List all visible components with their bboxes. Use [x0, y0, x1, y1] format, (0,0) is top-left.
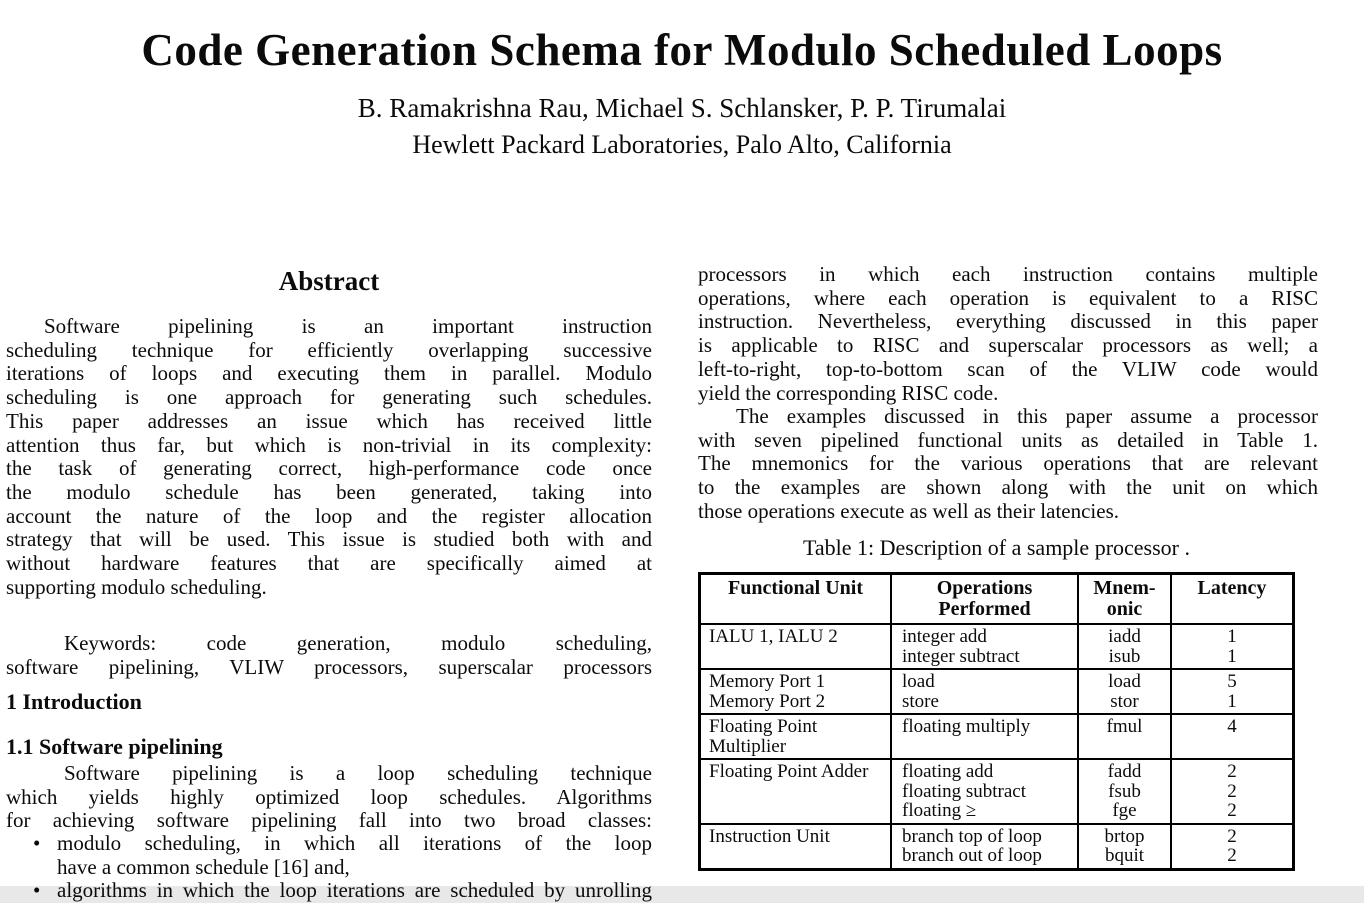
text-line: modulo scheduling, in which all iterations of the loop	[57, 831, 652, 855]
table-cell-unit: Memory Port 1 Memory Port 2	[701, 670, 892, 713]
processor-table	[698, 572, 1295, 871]
table-row	[701, 823, 1292, 868]
table-header-cell: Latency	[1197, 577, 1267, 599]
text-line: account the nature of the loop and the register allocation	[6, 503, 652, 528]
text-line: the modulo schedule has been generated, taking into	[6, 479, 652, 504]
table-cell-mnemonic: load stor	[1079, 670, 1172, 713]
table-cell-latency: 5 1	[1227, 671, 1237, 712]
table-cell-mnemonic: fmul	[1079, 715, 1172, 758]
text-line: The mnemonics for the various operations that are relevant	[698, 451, 1318, 476]
text-line: scheduling is one approach for generating such schedules.	[6, 385, 652, 410]
right-paragraph-2	[698, 405, 1318, 524]
right-paragraph-1	[698, 263, 1318, 405]
text-line: is applicable to RISC and superscalar processors as well; a	[698, 333, 1318, 358]
text-line: the task of generating correct, high-performance code once	[6, 456, 652, 481]
table-cell-latency: 2 2	[1227, 825, 1237, 866]
table-cell-unit: Floating Point Adder	[701, 760, 892, 823]
paper-authors: B. Ramakrishna Rau, Michael S. Schlansker, P. P. Tirumalai	[357, 93, 1007, 123]
text-line: with seven pipelined functional units as detailed in Table 1.	[698, 427, 1318, 452]
table-cell-operations: floating add floating subtract floating ≥	[892, 760, 1079, 823]
section-heading-introduction: 1 Introduction	[6, 689, 142, 714]
table-header-cell: Functional Unit	[701, 575, 892, 623]
text-line: left-to-right, top-to-bottom scan of the VLIW code would	[698, 356, 1318, 381]
table-row	[701, 623, 1292, 668]
table-header-cell: Mnem- onic	[1079, 575, 1172, 623]
table-cell-unit: IALU 1, IALU 2	[701, 625, 892, 668]
subsection-heading-software-pipelining: 1.1 Software pipelining	[6, 734, 223, 759]
table-cell-operations: load store	[892, 670, 1079, 713]
table-caption: Table 1: Description of a sample processor .	[802, 535, 1190, 560]
text-line: The examples discussed in this paper assume a processor	[736, 404, 1318, 428]
table-cell-mnemonic: brtop bquit	[1079, 825, 1172, 868]
table-header-cell: Operations Performed	[892, 575, 1079, 623]
paper-affiliation: Hewlett Packard Laboratories, Palo Alto, California	[412, 130, 952, 159]
intro-paragraph	[6, 762, 652, 833]
paper-title: Code Generation Schema for Modulo Scheduled Loops	[141, 25, 1223, 75]
text-line: to the examples are shown along with the unit on which	[698, 475, 1318, 500]
bullet-text	[57, 832, 652, 879]
keywords-paragraph	[6, 632, 652, 679]
text-line: attention thus far, but which is non-trivial in its complexity:	[6, 432, 652, 457]
text-line: iterations of loops and executing them in parallel. Modulo	[6, 361, 652, 386]
bullet-list	[6, 832, 652, 903]
table-header-row	[701, 575, 1292, 623]
bullet-icon: •	[33, 878, 41, 903]
text-line: Keywords: code generation, modulo scheduling,	[64, 631, 652, 655]
table-cell-latency: 1 1	[1227, 626, 1237, 667]
abstract-heading: Abstract	[278, 266, 380, 296]
text-line: yield the corresponding RISC code.	[698, 380, 999, 405]
text-line: processors in which each instruction contains multiple	[698, 262, 1318, 286]
text-line: Software pipelining is an important instruction	[44, 314, 652, 338]
text-line: scheduling technique for efficiently overlapping successive	[6, 337, 652, 362]
table-cell-unit: Floating Point Multiplier	[701, 715, 892, 758]
table-row	[701, 758, 1292, 823]
bullet-item-modulo-scheduling	[6, 832, 652, 879]
table-cell-operations: branch top of loop branch out of loop	[892, 825, 1079, 868]
bullet-item-clipped	[6, 879, 652, 903]
table-cell-operations: integer add integer subtract	[892, 625, 1079, 668]
table-cell-latency: 2 2 2	[1227, 761, 1237, 821]
abstract-paragraph	[6, 315, 652, 599]
text-line: strategy that will be used. This issue is studied both with and	[6, 527, 652, 552]
text-line: have a common schedule [16] and,	[57, 854, 350, 879]
text-line: operations, where each operation is equivalent to a RISC	[698, 285, 1318, 310]
text-line: algorithms in which the loop iterations are scheduled by unrolling	[57, 878, 652, 903]
table-cell-unit: Instruction Unit	[701, 825, 892, 868]
text-line: Software pipelining is a loop scheduling technique	[64, 761, 652, 785]
table-row	[701, 713, 1292, 758]
text-line: which yields highly optimized loop schedules. Algorithms	[6, 784, 652, 809]
bullet-text-clipped	[57, 879, 652, 903]
table-cell-latency: 4	[1227, 716, 1237, 737]
text-line: This paper addresses an issue which has received little	[6, 408, 652, 433]
text-line: without hardware features that are specifically aimed at	[6, 551, 652, 576]
table-cell-operations: floating multiply	[892, 715, 1079, 758]
text-line: supporting modulo scheduling.	[6, 574, 267, 599]
text-line: software pipelining, VLIW processors, superscalar processors	[6, 654, 652, 679]
text-line: instruction. Nevertheless, everything discussed in this paper	[698, 309, 1318, 334]
table-cell-mnemonic: fadd fsub fge	[1079, 760, 1172, 823]
text-line: those operations execute as well as their latencies.	[698, 498, 1120, 523]
bullet-icon: •	[33, 831, 41, 855]
text-line: for achieving software pipelining fall into two broad classes:	[6, 808, 652, 833]
table-cell-mnemonic: iadd isub	[1079, 625, 1172, 668]
table-row	[701, 668, 1292, 713]
